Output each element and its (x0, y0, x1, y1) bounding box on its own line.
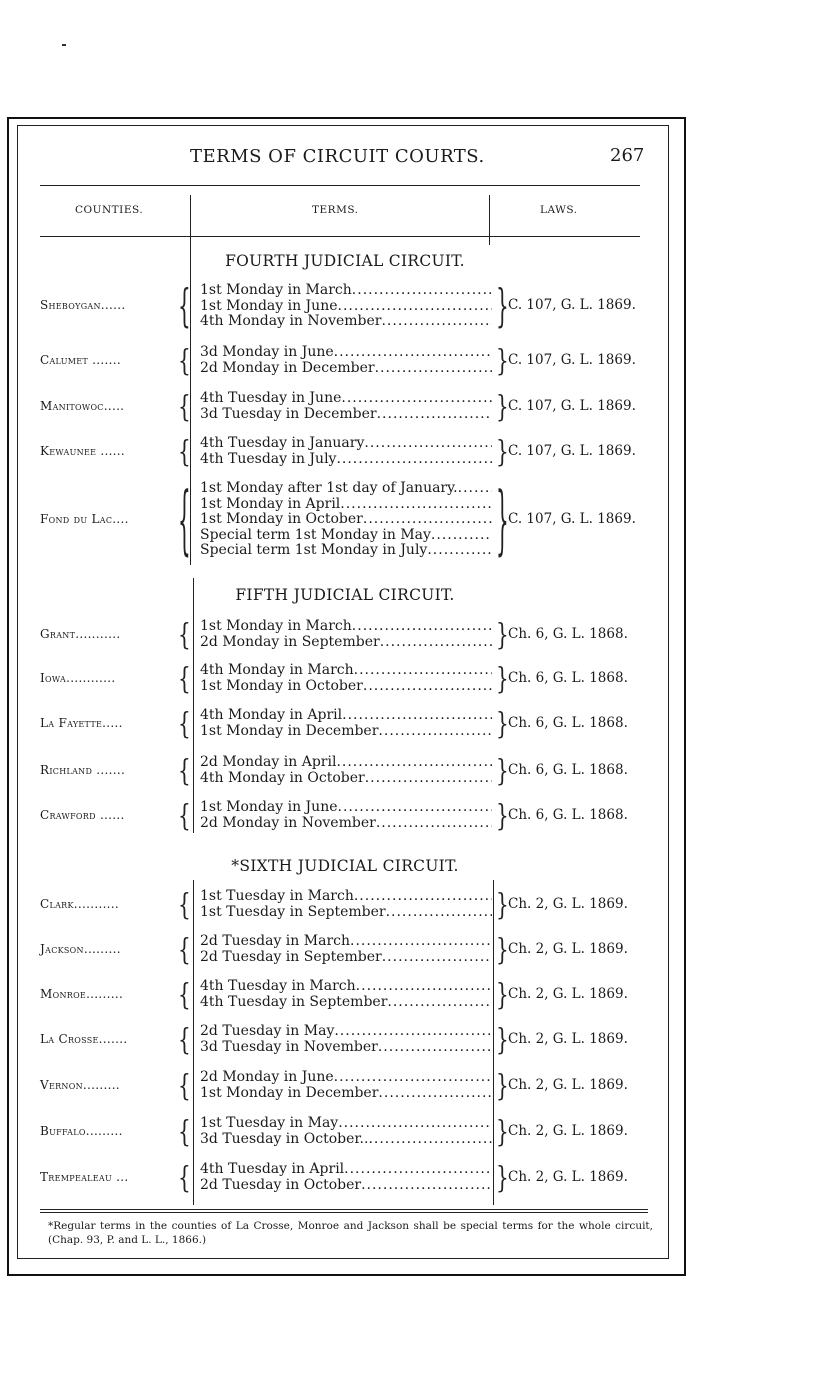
term-text: 4th Monday in October (200, 770, 365, 786)
law-citation: Ch. 2, G. L. 1869. (508, 1076, 628, 1093)
county-name: Jackson......... (40, 941, 121, 956)
leader-dots (334, 345, 492, 361)
term-entry (200, 755, 492, 771)
leader-dots (336, 755, 492, 771)
left-brace: { (178, 930, 191, 967)
term-entry (200, 283, 492, 299)
left-brace: { (178, 796, 191, 833)
county-name: Grant........... (40, 626, 121, 641)
leader-dots (364, 436, 492, 452)
right-brace: } (496, 796, 509, 833)
term-text: 1st Monday after 1st day of January. (200, 481, 458, 496)
leader-dots (336, 452, 492, 468)
term-entry (200, 361, 492, 377)
law-citation: C. 107, G. L. 1869. (508, 297, 636, 314)
left-brace: { (178, 432, 191, 469)
right-brace: } (496, 1112, 509, 1149)
left-brace: { (178, 659, 191, 696)
column-header-laws: LAWS. (540, 204, 578, 216)
term-entry (200, 345, 492, 361)
term-text: 2d Monday in April (200, 755, 337, 770)
leader-dots (340, 497, 492, 513)
term-list (200, 800, 492, 831)
county-name: Manitowoc..... (40, 398, 125, 413)
term-list (200, 619, 492, 650)
circuit-heading: FIFTH JUDICIAL CIRCUIT. (235, 586, 455, 604)
term-text: 1st Tuesday in March (200, 889, 354, 904)
leader-dots (382, 950, 492, 966)
term-entry (200, 816, 492, 832)
leader-dots (354, 889, 492, 905)
term-text: 4th Monday in March (200, 663, 354, 678)
county-name: Iowa............ (40, 670, 116, 685)
leader-dots (352, 619, 492, 635)
term-entry (200, 452, 492, 468)
term-entry (200, 1132, 492, 1148)
term-entry (200, 995, 492, 1011)
term-entry (200, 1024, 492, 1040)
leader-dots (341, 391, 492, 407)
right-brace: } (496, 751, 509, 788)
right-brace: } (496, 704, 509, 741)
left-brace: { (178, 387, 191, 424)
leader-dots (363, 512, 492, 528)
term-text: 1st Monday in June (200, 298, 338, 314)
term-text: 2d Tuesday in October (200, 1177, 362, 1193)
left-brace: { (178, 278, 191, 333)
term-list (200, 1024, 492, 1055)
term-entry (200, 436, 492, 452)
county-name: Vernon......... (40, 1077, 120, 1092)
law-citation: Ch. 2, G. L. 1869. (508, 1030, 628, 1047)
column-divider-right (493, 880, 494, 1205)
term-text: 1st Monday in June (200, 800, 338, 815)
county-name: Calumet ....... (40, 352, 121, 367)
term-entry (200, 543, 492, 559)
term-text: 2d Monday in June (200, 1070, 334, 1085)
law-citation: Ch. 6, G. L. 1868. (508, 714, 628, 731)
term-list (200, 1070, 492, 1101)
footnote-rule (40, 1209, 648, 1210)
term-text: 3d Monday in June (200, 345, 334, 360)
county-name: Richland ....... (40, 762, 126, 777)
left-brace: { (178, 1158, 191, 1195)
law-citation: Ch. 6, G. L. 1868. (508, 625, 628, 642)
term-entry (200, 771, 492, 787)
term-entry (200, 905, 492, 921)
term-text: 2d Monday in December (200, 360, 375, 376)
leader-dots (338, 299, 493, 315)
leader-dots (361, 1178, 492, 1194)
term-entry (200, 708, 492, 724)
term-list (200, 979, 492, 1010)
law-citation: Ch. 6, G. L. 1868. (508, 806, 628, 823)
term-text: 4th Tuesday in April (200, 1162, 345, 1177)
leader-dots (378, 724, 492, 740)
term-text: 3d Tuesday in December (200, 406, 377, 422)
term-list (200, 436, 492, 467)
left-brace: { (178, 1020, 191, 1057)
law-citation: Ch. 6, G. L. 1868. (508, 669, 628, 686)
term-entry (200, 528, 492, 544)
column-header-rule (40, 236, 640, 237)
term-text: 2d Monday in November (200, 815, 376, 831)
term-entry (200, 314, 492, 330)
term-text: 1st Tuesday in September (200, 904, 386, 920)
law-citation: Ch. 2, G. L. 1869. (508, 1168, 628, 1185)
leader-dots (375, 361, 492, 377)
left-brace: { (178, 704, 191, 741)
right-brace: } (496, 1158, 509, 1195)
law-citation: Ch. 6, G. L. 1868. (508, 761, 628, 778)
circuit-heading: *SIXTH JUDICIAL CIRCUIT. (231, 857, 459, 875)
term-text: 1st Monday in December (200, 723, 379, 739)
column-header-terms: TERMS. (312, 204, 359, 216)
column-header-counties: COUNTIES. (75, 204, 144, 216)
right-brace: } (496, 615, 509, 652)
term-list (200, 283, 492, 330)
law-citation: Ch. 2, G. L. 1869. (508, 1122, 628, 1139)
term-list (200, 708, 492, 739)
term-text: 1st Monday in October (200, 512, 363, 527)
term-entry (200, 635, 492, 651)
term-list (200, 1162, 492, 1193)
term-text: 2d Tuesday in September (200, 949, 382, 965)
left-brace: { (178, 1066, 191, 1103)
leader-dots (356, 979, 492, 995)
law-citation: C. 107, G. L. 1869. (508, 510, 636, 527)
term-text: 1st Monday in April (200, 496, 341, 512)
term-entry (200, 407, 492, 423)
county-name: Monroe......... (40, 986, 124, 1001)
leader-dots (354, 663, 492, 679)
leader-dots (334, 1070, 492, 1086)
term-entry (200, 679, 492, 695)
left-brace: { (178, 615, 191, 652)
term-text: 4th Tuesday in June (200, 391, 342, 406)
left-brace: { (178, 1112, 191, 1149)
term-list (200, 481, 492, 559)
term-text: 1st Monday in March (200, 283, 352, 298)
term-entry (200, 1040, 492, 1056)
leader-dots (342, 708, 492, 724)
leader-dots (387, 995, 492, 1011)
circuit-heading: FOURTH JUDICIAL CIRCUIT. (225, 252, 465, 270)
term-entry (200, 663, 492, 679)
leader-dots (334, 1024, 492, 1040)
term-list (200, 1116, 492, 1147)
left-brace: { (178, 341, 191, 378)
term-entry (200, 800, 492, 816)
footnote-rule (40, 1212, 648, 1213)
column-divider-left (193, 880, 194, 1205)
term-entry (200, 1162, 492, 1178)
law-citation: C. 107, G. L. 1869. (508, 397, 636, 414)
term-text: 4th Tuesday in July (200, 451, 337, 467)
term-list (200, 345, 492, 376)
term-entry (200, 950, 492, 966)
term-text: 4th Tuesday in September (200, 994, 388, 1010)
leader-dots (378, 1086, 492, 1102)
leader-dots (363, 679, 492, 695)
county-name: Trempealeau ... (40, 1169, 129, 1184)
leader-dots (338, 800, 493, 816)
column-divider-right (489, 195, 490, 245)
page-number: 267 (610, 145, 645, 166)
term-entry (200, 391, 492, 407)
leader-dots (458, 481, 492, 497)
leader-dots (378, 1040, 492, 1056)
term-list (200, 934, 492, 965)
left-brace: { (178, 975, 191, 1012)
term-text: 3d Tuesday in November (200, 1039, 378, 1055)
footnote: *Regular terms in the counties of La Crosse, Monroe and Jackson shall be special terms for the whole circuit, (Chap. 93, P. and L. L., 1866.) (48, 1220, 653, 1246)
leader-dots (380, 635, 492, 651)
term-list (200, 663, 492, 694)
right-brace: } (496, 387, 509, 424)
leader-dots (368, 1132, 492, 1148)
term-entry (200, 497, 492, 513)
term-entry (200, 1178, 492, 1194)
left-brace: { (178, 751, 191, 788)
term-text: 4th Monday in April (200, 708, 343, 723)
term-text: 1st Monday in March (200, 619, 352, 634)
term-text: Special term 1st Monday in July (200, 543, 428, 558)
term-text: 2d Monday in September (200, 634, 380, 650)
term-entry (200, 1070, 492, 1086)
ink-speck (62, 44, 66, 46)
leader-dots (381, 314, 492, 330)
term-text: 3d Tuesday in October.. (200, 1131, 369, 1147)
term-entry (200, 724, 492, 740)
county-name: Clark........... (40, 896, 120, 911)
term-entry (200, 619, 492, 635)
term-entry (200, 512, 492, 528)
left-brace: { (178, 473, 191, 564)
term-list (200, 755, 492, 786)
leader-dots (344, 1162, 492, 1178)
right-brace: } (496, 885, 509, 922)
county-name: Kewaunee ...... (40, 443, 126, 458)
leader-dots (377, 407, 492, 423)
leader-dots (352, 283, 492, 299)
header-rule (40, 185, 640, 186)
leader-dots (376, 816, 492, 832)
leader-dots (365, 771, 492, 787)
county-name: Buffalo......... (40, 1123, 123, 1138)
term-text: 4th Tuesday in March (200, 979, 356, 994)
right-brace: } (496, 1066, 509, 1103)
term-text: 2d Tuesday in May (200, 1024, 335, 1039)
left-brace: { (178, 885, 191, 922)
county-name: Crawford ...... (40, 807, 125, 822)
term-list (200, 391, 492, 422)
term-text: Special term 1st Monday in May (200, 527, 431, 543)
term-text: 1st Tuesday in May (200, 1116, 339, 1131)
term-entry (200, 889, 492, 905)
county-name: La Crosse....... (40, 1031, 128, 1046)
leader-dots (427, 543, 492, 559)
right-brace: } (496, 432, 509, 469)
term-text: 1st Monday in December (200, 1085, 379, 1101)
page-title: TERMS OF CIRCUIT COURTS. (190, 146, 485, 167)
county-name: Sheboygan...... (40, 298, 126, 313)
county-name: La Fayette..... (40, 715, 123, 730)
term-text: 4th Monday in November (200, 314, 382, 329)
right-brace: } (496, 278, 509, 333)
law-citation: Ch. 2, G. L. 1869. (508, 985, 628, 1002)
term-entry (200, 934, 492, 950)
right-brace: } (496, 975, 509, 1012)
right-brace: } (496, 1020, 509, 1057)
term-entry (200, 1116, 492, 1132)
right-brace: } (496, 341, 509, 378)
term-text: 2d Tuesday in March (200, 934, 350, 949)
leader-dots (431, 528, 492, 544)
law-citation: C. 107, G. L. 1869. (508, 442, 636, 459)
right-brace: } (496, 659, 509, 696)
term-list (200, 889, 492, 920)
term-entry (200, 481, 492, 497)
term-text: 4th Tuesday in January (200, 436, 365, 451)
right-brace: } (496, 930, 509, 967)
column-divider-left (193, 578, 194, 833)
law-citation: Ch. 2, G. L. 1869. (508, 895, 628, 912)
law-citation: C. 107, G. L. 1869. (508, 351, 636, 368)
leader-dots (338, 1116, 492, 1132)
leader-dots (350, 934, 492, 950)
term-entry (200, 979, 492, 995)
term-entry (200, 299, 492, 315)
county-name: Fond du Lac.... (40, 511, 129, 526)
term-text: 1st Monday in October (200, 678, 363, 694)
right-brace: } (496, 473, 509, 564)
law-citation: Ch. 2, G. L. 1869. (508, 940, 628, 957)
leader-dots (386, 905, 492, 921)
term-entry (200, 1086, 492, 1102)
